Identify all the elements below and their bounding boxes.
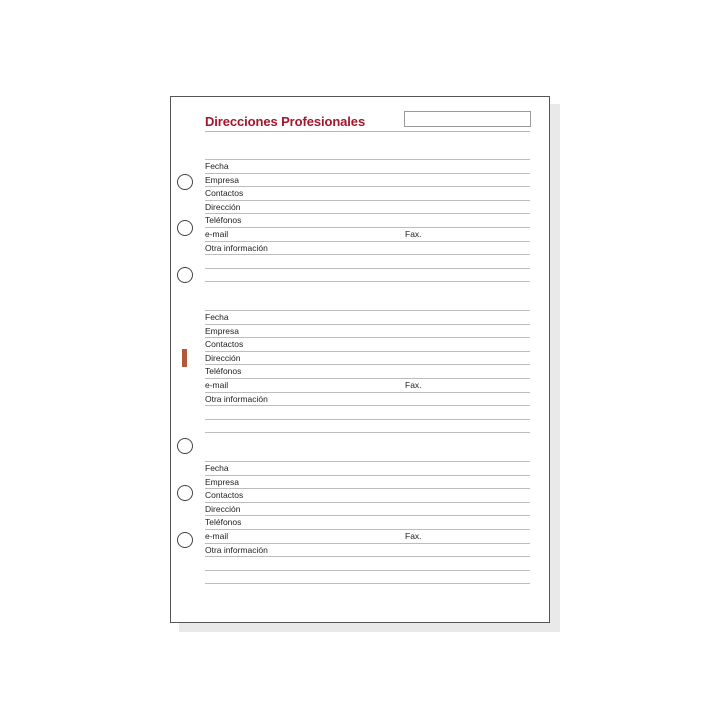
fecha-label: Fecha	[205, 312, 229, 322]
otra-label: Otra información	[205, 393, 268, 404]
title-divider	[205, 131, 530, 132]
email-row[interactable]	[205, 378, 530, 392]
email-label: e-mail	[205, 228, 229, 239]
otra-label: Otra información	[205, 242, 268, 253]
empresa-label: Empresa	[205, 325, 240, 336]
email-row[interactable]	[205, 227, 530, 241]
binder-hole-6	[177, 532, 193, 548]
otra-row[interactable]	[205, 392, 530, 406]
direccion-label: Dirección	[205, 201, 241, 212]
blank-line[interactable]	[205, 268, 530, 282]
empresa-label: Empresa	[205, 476, 240, 487]
contactos-label: Contactos	[205, 188, 244, 199]
binder-hole-5	[177, 485, 193, 501]
email-row[interactable]	[205, 529, 530, 543]
otra-row[interactable]	[205, 543, 530, 557]
contactos-row[interactable]	[205, 488, 530, 502]
title-input-box[interactable]	[404, 111, 531, 127]
otra-row[interactable]	[205, 241, 530, 255]
binder-hole-1	[177, 174, 193, 190]
blank-line[interactable]	[205, 570, 530, 584]
fecha-row[interactable]	[205, 310, 530, 324]
fecha-label: Fecha	[205, 463, 229, 473]
blank-line[interactable]	[205, 405, 530, 419]
otra-label: Otra información	[205, 544, 268, 555]
empresa-label: Empresa	[205, 174, 240, 185]
address-entry-1	[205, 159, 530, 295]
blank-line[interactable]	[205, 556, 530, 570]
fax-label: Fax.	[405, 530, 422, 541]
contactos-label: Contactos	[205, 339, 244, 350]
direccion-row[interactable]	[205, 351, 530, 365]
blank-line[interactable]	[205, 254, 530, 268]
binder-hole-4	[177, 438, 193, 454]
empresa-row[interactable]	[205, 173, 530, 187]
address-entry-3	[205, 461, 530, 597]
page-title: Direcciones Profesionales	[205, 114, 366, 129]
fax-label: Fax.	[405, 228, 422, 239]
direccion-label: Dirección	[205, 503, 241, 514]
blank-line[interactable]	[205, 419, 530, 433]
telefonos-row[interactable]	[205, 213, 530, 227]
empresa-row[interactable]	[205, 324, 530, 338]
telefonos-row[interactable]	[205, 515, 530, 529]
email-label: e-mail	[205, 379, 229, 390]
fecha-label: Fecha	[205, 161, 229, 171]
fecha-row[interactable]	[205, 159, 530, 173]
fecha-row[interactable]	[205, 461, 530, 475]
blank-line[interactable]	[205, 583, 530, 597]
address-entry-2	[205, 310, 530, 446]
contactos-row[interactable]	[205, 186, 530, 200]
telefonos-label: Teléfonos	[205, 366, 242, 377]
binder-hole-3	[177, 267, 193, 283]
direccion-row[interactable]	[205, 200, 530, 214]
direccion-label: Dirección	[205, 352, 241, 363]
brand-tab	[182, 349, 187, 367]
blank-line[interactable]	[205, 432, 530, 446]
direccion-row[interactable]	[205, 502, 530, 516]
empresa-row[interactable]	[205, 475, 530, 489]
binder-hole-2	[177, 220, 193, 236]
fax-label: Fax.	[405, 379, 422, 390]
email-label: e-mail	[205, 530, 229, 541]
telefonos-label: Teléfonos	[205, 517, 242, 528]
address-sheet	[170, 96, 550, 623]
telefonos-row[interactable]	[205, 364, 530, 378]
blank-line[interactable]	[205, 281, 530, 295]
contactos-row[interactable]	[205, 337, 530, 351]
telefonos-label: Teléfonos	[205, 215, 242, 226]
contactos-label: Contactos	[205, 490, 244, 501]
